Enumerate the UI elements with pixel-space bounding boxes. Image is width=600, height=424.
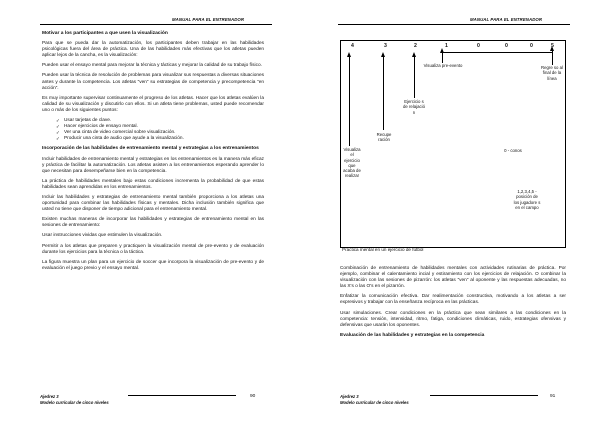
- checklist-item: ✓ Usar tarjetas de clave.: [56, 118, 264, 124]
- soccer-drill-diagram: [340, 40, 566, 248]
- left-footer-rule: [128, 395, 236, 396]
- paragraph: Para que se pueda dar la automatización, los participantes deben trabajar en las habilidades psicológicas fuera del área de práctica. Una de las habilidades más efectivas que los atletas pueden aplicar lejos de la cancha, es la visualización:: [42, 41, 264, 59]
- position-number: 1: [445, 43, 448, 49]
- label-return: Regre so al final de la línea: [541, 65, 563, 81]
- paragraph: Pueden usar la técnica de resolución de problemas para visualizar sus respuestas a diversas situaciones antes y durante la competencia. Los atletas “ven” su estrategias de competencia y precompetencia “en acción”.: [42, 73, 264, 91]
- checklist-item: ✓ Ver una cinta de video comercial sobre visualización.: [56, 130, 264, 136]
- left-header-rule: [40, 24, 272, 25]
- paragraph: La práctica de habilidades mentales bajo estas condiciones incrementa la probabilidad de que estas habilidades sean aprendidas en los entrenamientos.: [42, 178, 264, 190]
- paragraph: Pueden usar el ensayo mental para mejorar la técnica y tácticas y mejorar la calidad de su trabajo físico.: [42, 63, 262, 69]
- label-relaxation: Ejercicio s de relajació n: [403, 99, 425, 115]
- label-player-positions: 1,2,3,4,5 - posición de los jugadore s en el campo: [513, 189, 541, 210]
- position-number: 0: [530, 43, 533, 49]
- right-body: [340, 266, 566, 343]
- heading-evaluation: Evaluación de las habilidades y estrategias en la competencia: [340, 332, 485, 338]
- arrow-up-icon: [383, 57, 384, 130]
- left-body: [42, 31, 264, 276]
- right-page-number: 91: [550, 394, 556, 399]
- arrow-up-icon: [349, 57, 350, 146]
- right-footer-text: [340, 394, 409, 405]
- footer-line-2: Modelo curricular de cinco niveles: [40, 399, 109, 405]
- right-footer-rule: [430, 395, 538, 396]
- position-number: 2: [414, 43, 417, 49]
- paragraph: Incluir habilidades de entrenamiento mental y estrategias en los entrenamientos es la manera más eficaz y práctica de facilitar la automatización. Los atletas asisten a los entrenamientos esperando aprender lo que necesitan para desempeñarse bien en la competencia.: [42, 156, 264, 174]
- paragraph: Incluir las habilidades y estrategias de entrenamiento mental también proporciona a los atletas una oportunidad para combinar las habilidades físicas y mentales. Dicha inclusión también significa que usted no tiene que disponer de tiempo adicional para el entrenamiento mental.: [42, 194, 264, 213]
- checklist-item: ✓ Producir una cinta de audio que ayude a la visualización.: [56, 136, 264, 142]
- paragraph: Usar simulaciones. Crear condiciones en la práctica que sean similares a las condiciones en la competencia: tensión, intensidad, ritmo, fatiga, condiciones climáticas, ruido, estrategias ofensivas y defensivas que usarán los oponentes.: [340, 310, 566, 328]
- position-number: 0: [477, 43, 480, 49]
- paragraph: Existen muchas maneras de incorporar las habilidades y estrategias de entrenamiento mental en las sesiones de entrenamiento:: [42, 217, 264, 229]
- left-header-title: MANUAL PARA EL ENTRENADOR: [172, 17, 245, 22]
- left-page-number: 90: [250, 394, 256, 399]
- right-page: [300, 0, 600, 424]
- return-line: [441, 52, 553, 53]
- diagram-caption: Práctica mental en un ejercicio de fútbol: [342, 247, 424, 252]
- heading-visualization: Motivar a los participantes a que usen la visualización: [42, 31, 168, 36]
- right-header-title: MANUAL PARA EL ENTRENADOR: [470, 17, 543, 22]
- position-number: 0: [505, 43, 508, 49]
- paragraph: Combinación de entrenamiento de habilidades mentales con actividades rutinarias de práctica. Por ejemplo, combinar el calentamiento incial y estiramiento con los ejercicios de relajación. O combinar la visualización con las sesiones de pizarrón: los atletas “ven” al oponente y las respuestas adecuadas, no las X's o las O's en el pizarrón.: [340, 266, 566, 290]
- paragraph: Usar instrucciones vividas que estimulen la visualización.: [42, 233, 163, 239]
- position-number: 3: [384, 43, 387, 49]
- label-cones: 0 - conos: [504, 148, 522, 153]
- position-number: 4: [351, 43, 354, 49]
- label-recovery: Recupe ración: [376, 132, 392, 143]
- paragraph: Enfatizar la comunicación efectiva. Dar realimentación constructiva, motivando a los atletas a ser expresivos y trabajar con la enseñanza recíproca en las prácticas.: [340, 294, 566, 306]
- paragraph: Es muy importante supervisar continuamente el progreso de los atletas. Hacer que los atletas evalúen la calidad de su visualización y discutirlo con ellos. Si un atleta tiene problemas, usted puede recomendar uno o más de los siguientes puntos:: [42, 95, 264, 113]
- left-footer-text: [40, 394, 109, 405]
- footer-line-2: Modelo curricular de cinco niveles: [340, 399, 409, 405]
- footer-line-1: Ajedrez 3: [340, 394, 359, 399]
- position-numbers: [341, 43, 565, 51]
- paragraph: La figura muestra un plan para un ejercicio de soccer que incorpora la visualización de pre-evento y de evaluación el juego previo y el ensayo mental.: [42, 259, 264, 271]
- arrow-up-icon: [442, 53, 443, 63]
- paragraph: Permitir a los atletas que preparen y practiquen la visualización mental de pre-evento y de evaluación durante los ejercicios para la técnica o la táctica.: [42, 243, 264, 255]
- checklist-item: ✓ Hacer ejercicios de ensayo mental.: [56, 124, 264, 130]
- checklist: [56, 118, 264, 142]
- arrow-up-icon: [414, 57, 415, 98]
- heading-incorporation: Incorporación de las habilidades de entrenamiento mental y estrategias a los entrenamientos: [42, 146, 259, 152]
- position-number: 5: [551, 43, 554, 49]
- right-header-rule: [338, 24, 570, 25]
- label-pre-event: Visualiza pre-evento: [423, 63, 463, 68]
- arrow-up-icon: [552, 51, 553, 65]
- label-visualize-exercise: Visualiza el ejercicio que acaba de realizar: [343, 147, 361, 179]
- footer-line-1: Ajedrez 3: [40, 394, 59, 399]
